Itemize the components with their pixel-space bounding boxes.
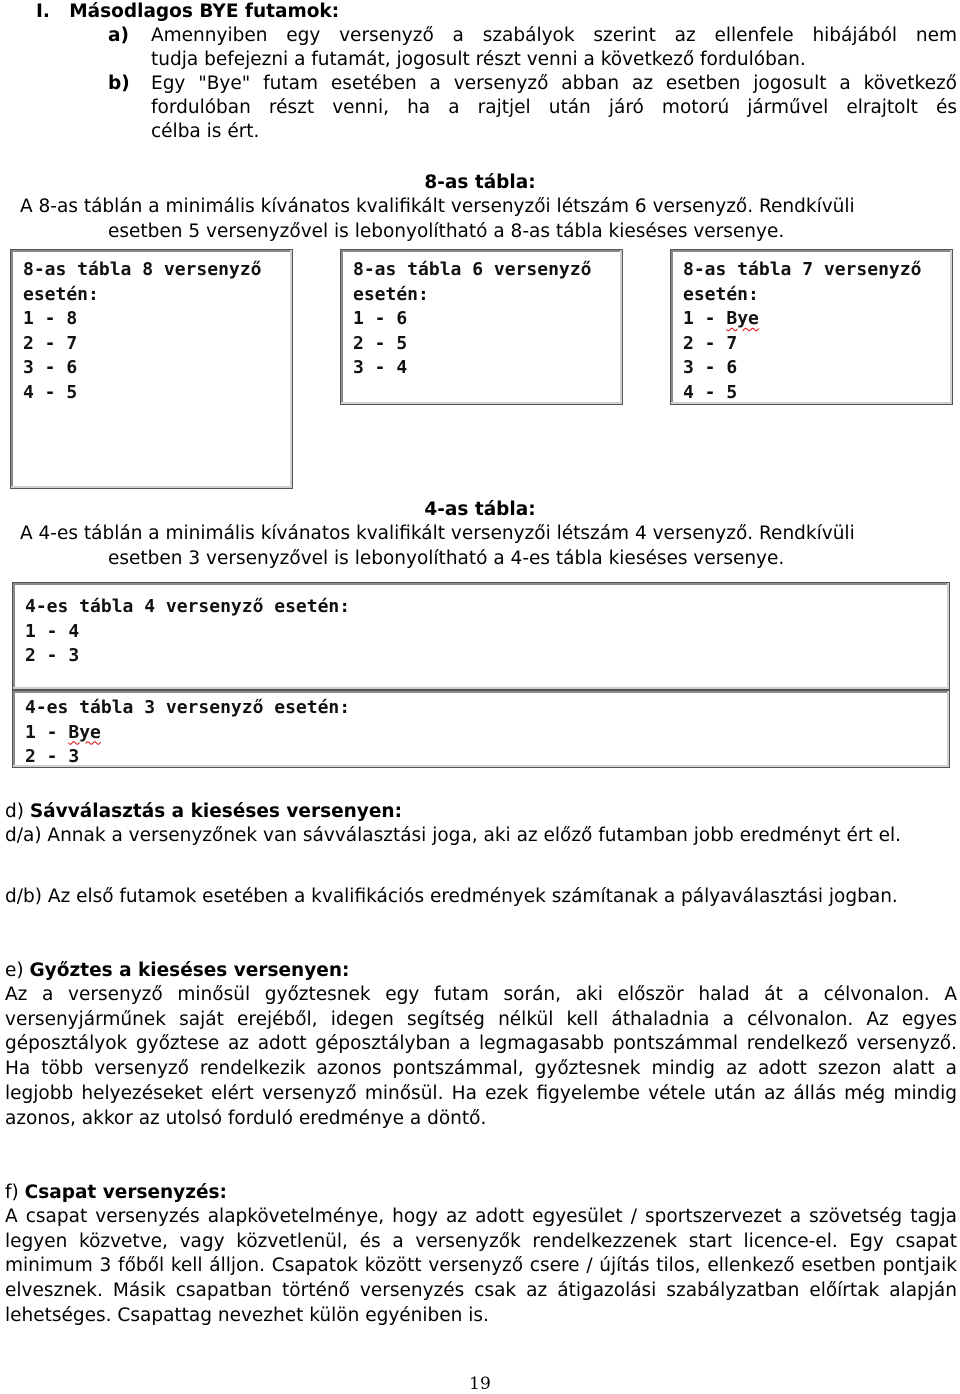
item-a-line2: tudja befejezni a futamát, jogosult részt venni a következő fordulóban.: [151, 49, 806, 70]
pairing-row: 2 - 7: [683, 332, 738, 354]
section-e-paragraph: Az a versenyző minősül győztesnek egy futam során, aki először halad át a célvonalon. A versenyjárműnek saját erejéből, idegen segítség nélkül kell áthaladnia a célvonalon. Az egyes géposztályok győztese az adott géposztályban a legmagasabb pontszámmal rendelkező versenyző. Ha több versenyző rendelkezik azonos pontszámmal, győztesnek mindig az adott szezon alatt a legjobb helyezéseket elért versenyző minősül. Ha ezek figyelembe vétele után az állás még mindig azonos, akkor az utolsó forduló eredménye a döntő.: [5, 984, 957, 1129]
section-e-label: e): [5, 960, 24, 981]
pairing-row: 1 - 4: [25, 620, 80, 642]
box-title: 8-as tábla 7 versenyző: [683, 259, 922, 280]
section-d-b-paragraph: d/b) Az első futamok esetében a kvalifikációs eredmények számítanak a pályaválasztási jogban.: [5, 886, 898, 907]
table8-heading: 8-as tábla:: [424, 172, 536, 193]
page-number: 19: [469, 1374, 491, 1394]
box-title: esetén:: [23, 283, 99, 305]
pairing-row: 1 - 6: [353, 308, 408, 329]
table4-heading: 4-as tábla:: [424, 499, 536, 520]
table4-box-3-racers: [12, 690, 950, 768]
box-title: 4-es tábla 4 versenyző esetén:: [25, 596, 351, 617]
box-title: esetén:: [353, 283, 429, 305]
box-title: esetén:: [683, 283, 759, 305]
section-d-heading: [5, 800, 402, 824]
section-f-title: Csapat versenyzés:: [24, 1182, 227, 1203]
table4-box-4-racers: [12, 582, 950, 690]
section-e-heading: [5, 959, 349, 983]
pairing-row: 3 - 4: [353, 357, 408, 378]
item-b-label: b): [108, 73, 130, 94]
pairing-row: 2 - 5: [353, 332, 408, 354]
table8-text-line2: esetben 5 versenyzővel is lebonyolítható a 8-as tábla kieséses versenye.: [108, 221, 785, 242]
item-b-line2: fordulóban részt venni, ha a rajtjel után járó motorú járművel elrajtolt és: [151, 97, 957, 118]
item-a-line1: Amennyiben egy versenyző a szabályok szerint az ellenfele hibájából nem: [151, 25, 957, 46]
box-title: 4-es tábla 3 versenyző esetén:: [25, 697, 351, 718]
section-i-number: I.: [36, 1, 50, 22]
table4-text-line2: esetben 3 versenyzővel is lebonyolítható a 4-es tábla kieséses versenye.: [108, 548, 785, 569]
pairing-row: 3 - 6: [23, 357, 78, 378]
bye-word: Bye: [68, 721, 101, 743]
box-title: 8-as tábla 6 versenyző: [353, 259, 592, 280]
pairing-row: 4 - 5: [23, 381, 78, 403]
pairing-row: 2 - 3: [25, 746, 80, 767]
pairing-row: 1 - Bye: [683, 308, 759, 329]
box-title: 8-as tábla 8 versenyző: [23, 259, 262, 280]
section-e-title: Győztes a kieséses versenyen:: [29, 960, 350, 981]
pairing-row: 2 - 7: [23, 332, 78, 354]
section-i-heading: [36, 0, 339, 24]
item-b-line1: Egy "Bye" futam esetében a versenyző abban az esetben jogosult a következő: [151, 73, 957, 94]
section-i-title: Másodlagos BYE futamok:: [69, 1, 340, 22]
pairing-row: 4 - 5: [683, 381, 738, 403]
pairing-row: 1 - Bye: [25, 721, 101, 743]
table4-text-line1: A 4-es táblán a minimális kívánatos kvalifikált versenyzői létszám 4 versenyző. Rendkívüli: [20, 523, 855, 544]
bye-word: Bye: [726, 308, 759, 329]
section-f-paragraph: A csapat versenyzés alapkövetelménye, hogy az adott egyesület / sportszervezet a szövetség tagja legyen közvetve, vagy közvetlenül, és a versenyzők rendelkezzenek start licence-el. Egy csapat minimum 3 főből kell álljon. Csapatok között versenyző csere / újítás tilos, ellenkező esetben pontjaik elvesznek. Másik csapatban történő versenyzés csak az átigazolási szabályzatban előírtak alapján lehetséges. Csapattag nevezhet külön egyéniben is.: [5, 1206, 957, 1326]
pairing-row: 2 - 3: [25, 645, 80, 666]
table8-box-6-racers: [340, 249, 623, 405]
pairing-row: 3 - 6: [683, 357, 738, 378]
section-d-a-paragraph: d/a) Annak a versenyzőnek van sávválasztási joga, aki az előző futamban jobb eredményt ért el.: [5, 825, 902, 846]
section-f-heading: [5, 1181, 227, 1205]
section-d-label: d): [5, 801, 24, 822]
table8-text-line1: A 8-as táblán a minimális kívánatos kvalifikált versenyzői létszám 6 versenyző. Rendkívüli: [20, 196, 855, 217]
item-b-line3: célba is ért.: [151, 121, 260, 142]
table8-box-7-racers: [670, 249, 953, 405]
pairing-row: 1 - 8: [23, 308, 78, 329]
item-a-label: a): [108, 25, 129, 46]
section-f-label: f): [5, 1182, 19, 1203]
section-d-title: Sávválasztás a kieséses versenyen:: [29, 801, 402, 822]
table8-box-8-racers: [10, 249, 293, 489]
